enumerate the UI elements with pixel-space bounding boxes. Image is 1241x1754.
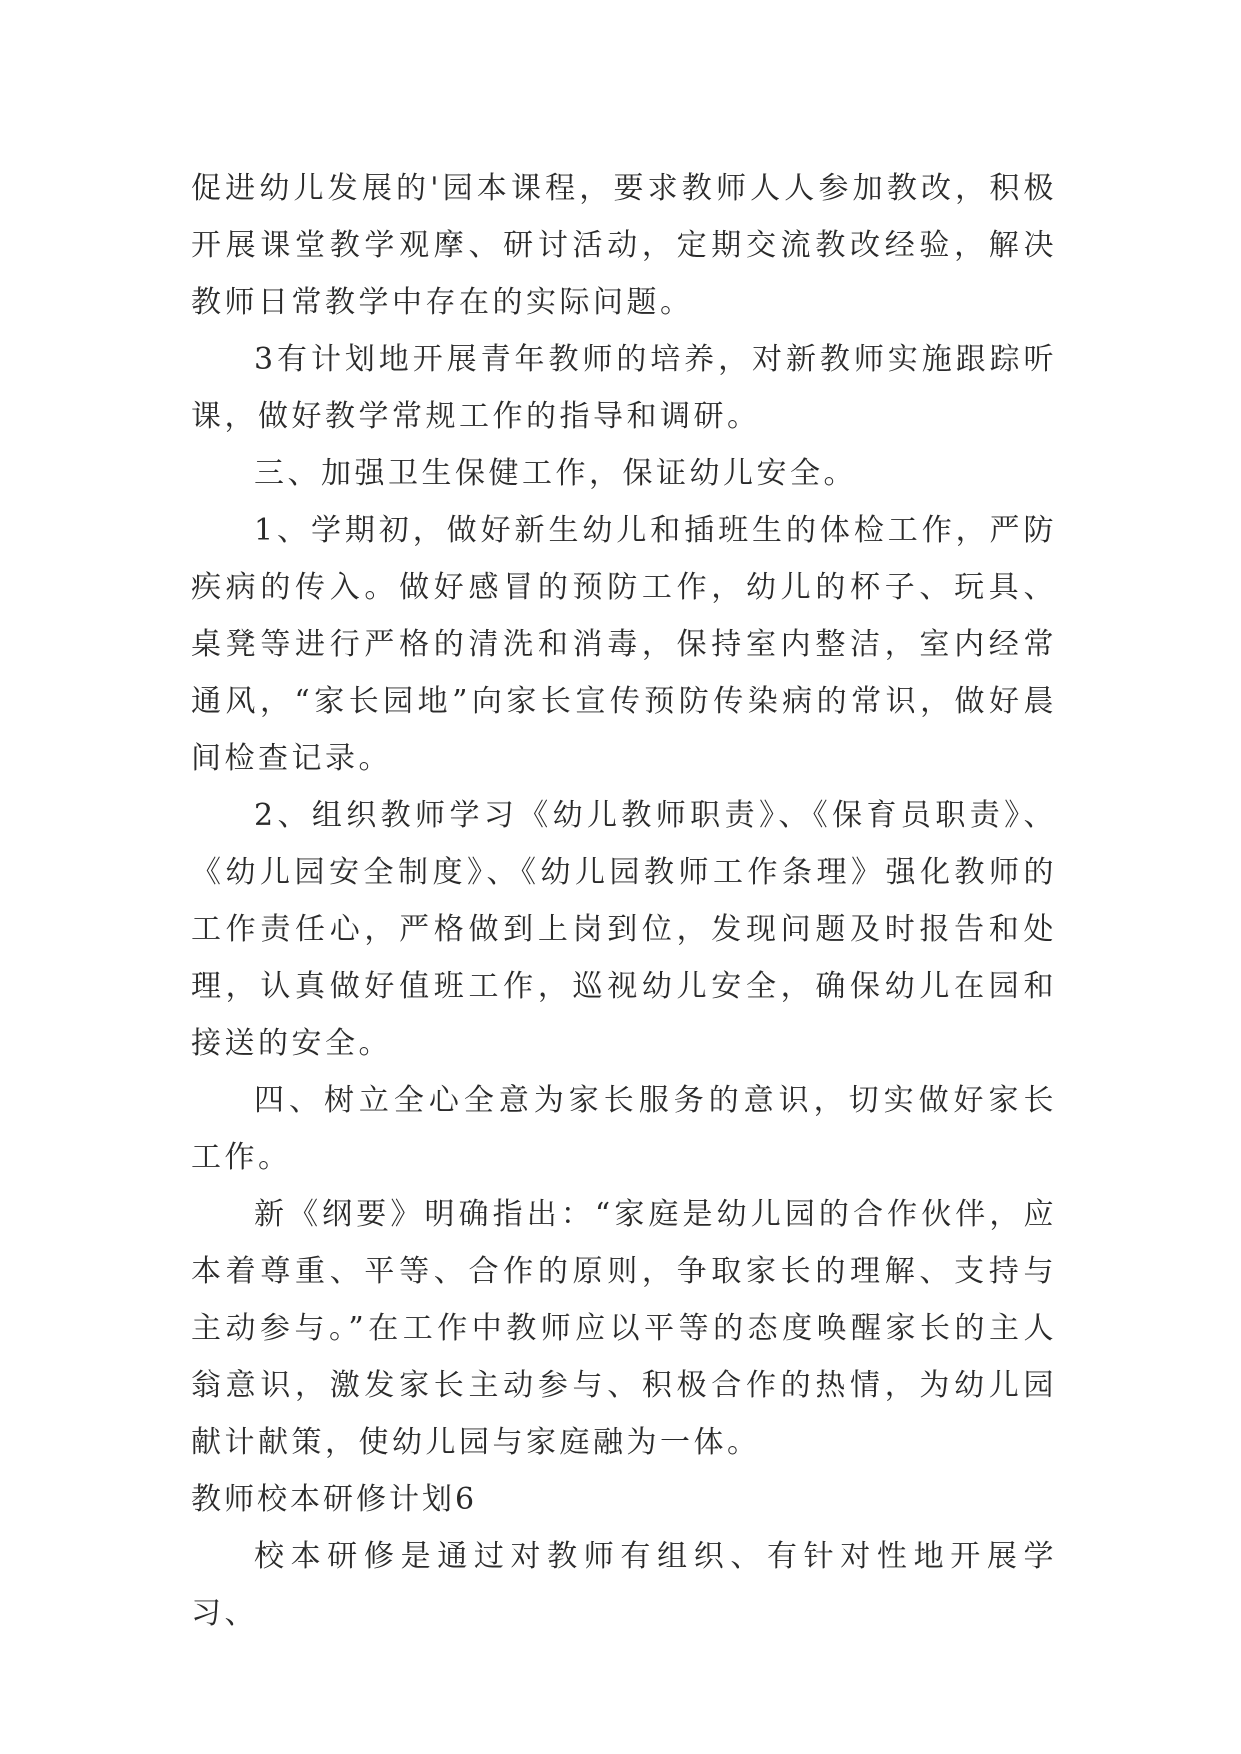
paragraph-3-section-heading: 三、加强卫生保健工作，保证幼儿安全。	[254, 456, 857, 491]
paragraph-4: 1、学期初，做好新生幼儿和插班生的体检工作，严防疾病的传入。做好感冒的预防工作，幼儿的杯子、玩具、桌凳等进行严格的清洗和消毒，保持室内整洁，室内经常通风，“家长园地”向家长宣传预防传染病的常识，做好晨间检查记录。	[191, 513, 1057, 776]
paragraph-8: 校本研修是通过对教师有组织、有针对性地开展学习、	[191, 1539, 1057, 1631]
paragraph-5: 2、组织教师学习《幼儿教师职责》、《保育员职责》、《幼儿园安全制度》、《幼儿园教师工作条理》强化教师的工作责任心，严格做到上岗到位，发现问题及时报告和处理，认真做好值班工作，巡视幼儿安全，确保幼儿在园和接送的安全。	[191, 798, 1057, 1061]
paragraph-2: 3有计划地开展青年教师的培养，对新教师实施跟踪听课，做好教学常规工作的指导和调研。	[191, 342, 1057, 434]
paragraph-7: 新《纲要》明确指出：“家庭是幼儿园的合作伙伴，应本着尊重、平等、合作的原则，争取家长的理解、支持与主动参与。”在工作中教师应以平等的态度唤醒家长的主人翁意识，激发家长主动参与、积极合作的热情，为幼儿园献计献策，使幼儿园与家庭融为一体。	[191, 1197, 1057, 1460]
document-body	[191, 160, 1057, 1642]
paragraph-1: 促进幼儿发展的'园本课程，要求教师人人参加教改，积极开展课堂教学观摩、研讨活动，定期交流教改经验，解决教师日常教学中存在的实际问题。	[191, 171, 1057, 320]
paragraph-6-section-heading: 四、树立全心全意为家长服务的意识，切实做好家长工作。	[191, 1083, 1057, 1175]
section-title: 教师校本研修计划6	[191, 1482, 478, 1517]
